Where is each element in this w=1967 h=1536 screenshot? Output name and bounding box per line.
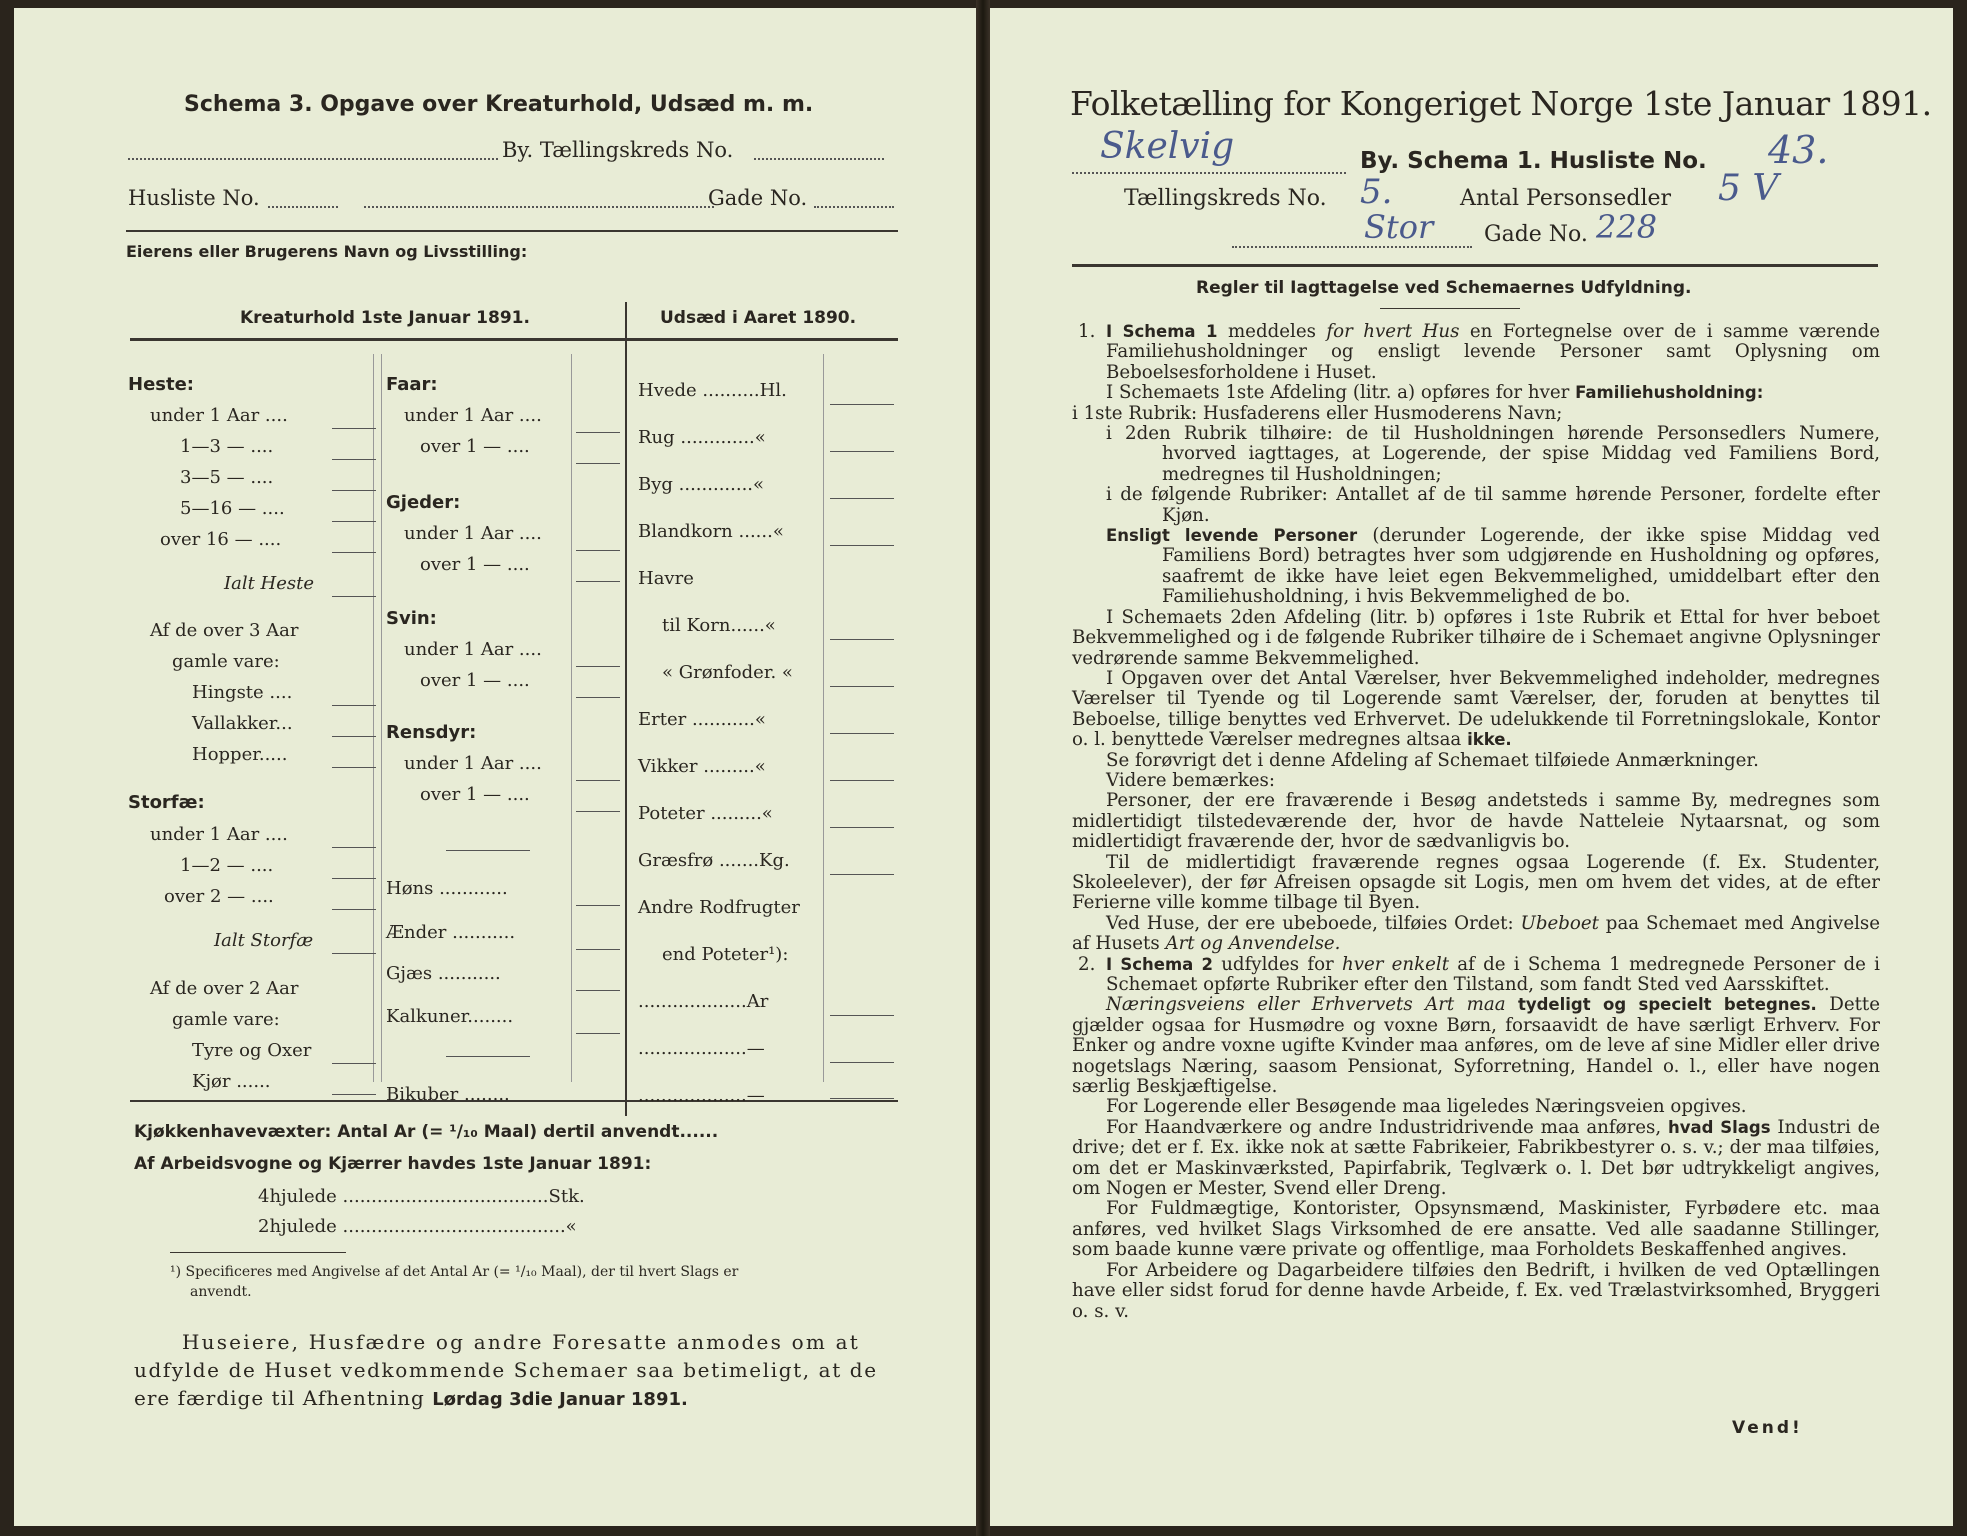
schema1-husliste: By. Schema 1. Husliste No. bbox=[1360, 148, 1707, 174]
book-gutter bbox=[976, 0, 990, 1536]
footnote-rule bbox=[170, 1252, 346, 1253]
eier-label: Eierens eller Brugerens Navn og Livsstilling: bbox=[126, 242, 528, 261]
svin-label: Svin: bbox=[386, 608, 437, 629]
gjeder-label: Gjeder: bbox=[386, 492, 461, 513]
left-page: Schema 3. Opgave over Kreaturhold, Udsæd m. m. By. Tællingskreds No. Husliste No. Gade No. Eierens eller Brugerens Navn og Livsstilling: Kreaturhold 1ste Januar 1891. Udsæd i Aaret 1890. Heste: under 1 Aar .... 1—3 — .... 3—5 — .... 5—16 — .... over 16 — .... Ialt Heste Af de over 3 Aar gamle vare: Hingste .... Vallakker... Hopper..... Storfæ: under 1 Aar .... 1—2 — .... over 2 — .... Ialt Storfæ Af de over 2 Aar gamle vare: Tyre og Oxer Kjør ...... Faar: under 1 Aar .... over 1 — .... Gjeder: under 1 Aar .... over 1 — .... Svin: under 1 Aar .... over 1 — .... Rensdyr: under 1 Aar .... over 1 — .... Høns ............ Ænder ........... Gjæs ........... Kalkuner........ Bikuber ........ Hvede ..........Hl. Rug .............« Byg .............« Blandkorn ......« Havre til Korn......« « Grønfoder. « Erter ...........« Vikker .........« Poteter .........« Græsfrø .......Kg. Andre Rodfrugter end Poteter¹): ...................Ar ...................— ...................— Kjøkkenhavevæxter: Antal Ar (= ¹/₁₀ Maal) dertil anvendt...... Af Arbeidsvogne og Kjærrer havdes 1ste Januar 1891: 4hjulede ....................................Stk. 2hjulede .......................................« ¹) Specificeres med Angivelse af det Antal Ar (= ¹/₁₀ Maal), der til hvert Slags er anvendt. Huseiere, Husfædre og andre Foresatte anmodes om at udfylde de Huset vedkommende Schemaer saa betimeligt, at de ere færdige til Afhentning Lørdag 3die Januar 1891. bbox=[14, 8, 976, 1526]
kjokken-line: Kjøkkenhavevæxter: Antal Ar (= ¹/₁₀ Maal) dertil anvendt...... bbox=[134, 1122, 719, 1142]
husliste-label: Husliste No. bbox=[128, 186, 260, 210]
hw-antal: 5 V bbox=[1718, 168, 1779, 209]
ialt-heste: Ialt Heste bbox=[224, 573, 315, 594]
closing-line-2: udfylde de Huset vedkommende Schemaer saa betimeligt, at de bbox=[134, 1358, 878, 1382]
rensdyr-label: Rensdyr: bbox=[386, 722, 477, 743]
vend-label: Vend! bbox=[1732, 1418, 1803, 1438]
right-page bbox=[990, 8, 1953, 1526]
husliste-field bbox=[268, 204, 338, 208]
rules-body: 1. I Schema 1 meddeles for hvert Hus en Fortegnelse over de i samme værende Familiehusholdninger og ensligt levende Personer samt Oplysning om Beboelsesforholdene i Huset. I Schemaets 1ste Afdeling (litr. a) opføres for hver Familiehusholdning: i 1ste Rubrik: Husfaderens eller Husmoderens Navn; i 2den Rubrik tilhøire: de til Husholdningen hørende Personsedlers Numere, hvorved iagttages, at Logerende, der spise Middag ved Familiens Bord, medregnes til Husholdningen; i de følgende Rubriker: Antallet af de til samme hørende Personer, fordelte efter Kjøn. Ensligt levende Personer (derunder Logerende, der ikke spise Middag ved Familiens Bord) betragtes hver som udgjørende en Husholdning og opføres, saafremt de ikke have leiet egen Bekvemmelighed, umiddelbart efter den Familiehusholdning, i hvis Bekvemmelighed de bo. I Schemaets 2den Afdeling (litr. b) opføres i 1ste Rubrik et Ettal for hver beboet Bekvemmelighed og i de følgende Rubriker tilhøire de i Schemaet angivne Oplysninger vedrørende samme Bekvemmelighed. I Opgaven over det Antal Værelser, hver Bekvemmelighed indeholder, medregnes Værelser til Tyende og til Logerende samt Værelser, der, foruden at benyttes til Beboelse, tillige benyttes ved Erhvervet. De udelukkende til Forretningslokale, Kontor o. l. benyttede Værelser medregnes altsaa ikke. Se forøvrigt det i denne Afdeling af Schemaet tilføiede Anmærkninger. Videre bemærkes: Personer, der ere fraværende i Besøg andetsteds i samme By, medregnes som midlertidigt tilstedeværende der, hvor de havde Natteleie Nytaarsnat, og som midlertidigt fraværende der, hvor de sædvanligvis bo. Til de midlertidigt fraværende regnes ogsaa Logerende (f. Ex. Studenter, Skoleelever), der før Afreisen opsagde sit Logis, men om hvem det vides, at de efter Ferierne ville komme tilbage til Byen. Ved Huse, der ere ubeboede, tilføies Ordet: Ubeboet paa Schemaet med Angivelse af Husets Art og Anvendelse. 2. I Schema 2 udfyldes for hver enkelt af de i Schema 1 medregnede Personer de i Schemaet opførte Rubriker efter den Tilstand, som fandt Sted ved Aarsskiftet. Næringsveiens eller Erhvervets Art maa tydeligt og specielt betegnes. Dette gjælder ogsaa for Husmødre og voxne Børn, forsaavidt de have særligt Erhverv. For Enker og andre voxne ugifte Kvinder maa anføres, om de leve af sine Midler eller drive nogetslags Næring, saasom Pensionat, Syforretning, Handel o. l., eller have nogen særlig Beskjæftigelse. For Logerende eller Besøgende maa ligeledes Næringsveien opgives. For Haandværkere og andre Industridrivende maa anføres, hvad Slags Industri de drive; det er f. Ex. ikke nok at sætte Fabrikeier, Fabrikbestyrer o. s. v.; der maa tilføies, om det er Maskinværksted, Papirfabrik, Teglværk o. l. Det bør udtrykkeligt angives, om Nogen er Mester, Svend eller Dreng. For Fuldmægtige, Kontorister, Opsynsmænd, Maskinister, Fyrbødere etc. maa anføres, ved hvilket Slags Virksomhed de ere ansatte. Ved alle saadanne Stillinger, som baade kunne være private og offentlige, maa Forholdets Beskaffenhed angives. For Arbeidere og Dagarbeidere tilføies den Bedrift, i hvilken de ved Optællingen have eller sidst forud for denne havde Arbeide, f. Ex. ved Trælastvirksomhed, Bryggeri o. s. v. bbox=[1072, 321, 1880, 1322]
kreatur-header: Kreaturhold 1ste Januar 1891. bbox=[240, 308, 530, 328]
table-mid-rule bbox=[625, 302, 627, 1116]
hw-gade-no: 228 bbox=[1596, 208, 1658, 246]
udsaed-header: Udsæd i Aaret 1890. bbox=[660, 308, 857, 328]
header-rule bbox=[1072, 264, 1878, 267]
hw-town: Skelvig bbox=[1100, 126, 1235, 167]
gade-no-label: Gade No. bbox=[1484, 222, 1588, 247]
footnote-1: ¹) Specificeres med Angivelse af det Antal Ar (= ¹/₁₀ Maal), der til hvert Slags er bbox=[170, 1264, 739, 1280]
heste-label: Heste: bbox=[128, 374, 194, 395]
ialt-storfae: Ialt Storfæ bbox=[214, 930, 314, 951]
taellingskreds-label: Tællingskreds No. bbox=[1124, 186, 1327, 211]
footnote-2: anvendt. bbox=[190, 1284, 252, 1300]
gade-no-field bbox=[814, 204, 894, 208]
taellingskreds-field bbox=[754, 156, 884, 160]
closing-line-3: ere færdige til Afhentning Lørdag 3die Januar 1891. bbox=[134, 1386, 688, 1410]
hw-taellingskreds: 5. bbox=[1360, 172, 1393, 212]
gade-name-field bbox=[364, 204, 714, 208]
table-bottom-rule bbox=[130, 1100, 898, 1102]
census-title: Folketælling for Kongeriget Norge 1ste Januar 1891. bbox=[1070, 84, 1932, 123]
antal-personsedler-label: Antal Personsedler bbox=[1460, 186, 1672, 211]
hw-gade: Stor bbox=[1364, 208, 1434, 246]
by-field bbox=[128, 156, 498, 160]
hjul2-line: 2hjulede .......................................« bbox=[258, 1216, 577, 1237]
divider bbox=[126, 230, 898, 232]
gade-label: Gade No. bbox=[708, 186, 808, 210]
rules-title: Regler til Iagttagelse ved Schemaernes Udfyldning. bbox=[1196, 278, 1692, 298]
table-top-rule bbox=[130, 338, 898, 341]
hw-husliste-no: 43. bbox=[1768, 128, 1829, 172]
storfae-label: Storfæ: bbox=[128, 792, 205, 813]
closing-line-1: Huseiere, Husfædre og andre Foresatte anmodes om at bbox=[182, 1330, 860, 1354]
arbeidsvogne-line: Af Arbeidsvogne og Kjærrer havdes 1ste Januar 1891: bbox=[134, 1154, 652, 1174]
by-taellingskreds-label: By. Tællingskreds No. bbox=[502, 138, 734, 162]
schema3-title: Schema 3. Opgave over Kreaturhold, Udsæd m. m. bbox=[184, 92, 814, 117]
hjul4-line: 4hjulede ....................................Stk. bbox=[258, 1186, 585, 1207]
faar-label: Faar: bbox=[386, 374, 438, 395]
